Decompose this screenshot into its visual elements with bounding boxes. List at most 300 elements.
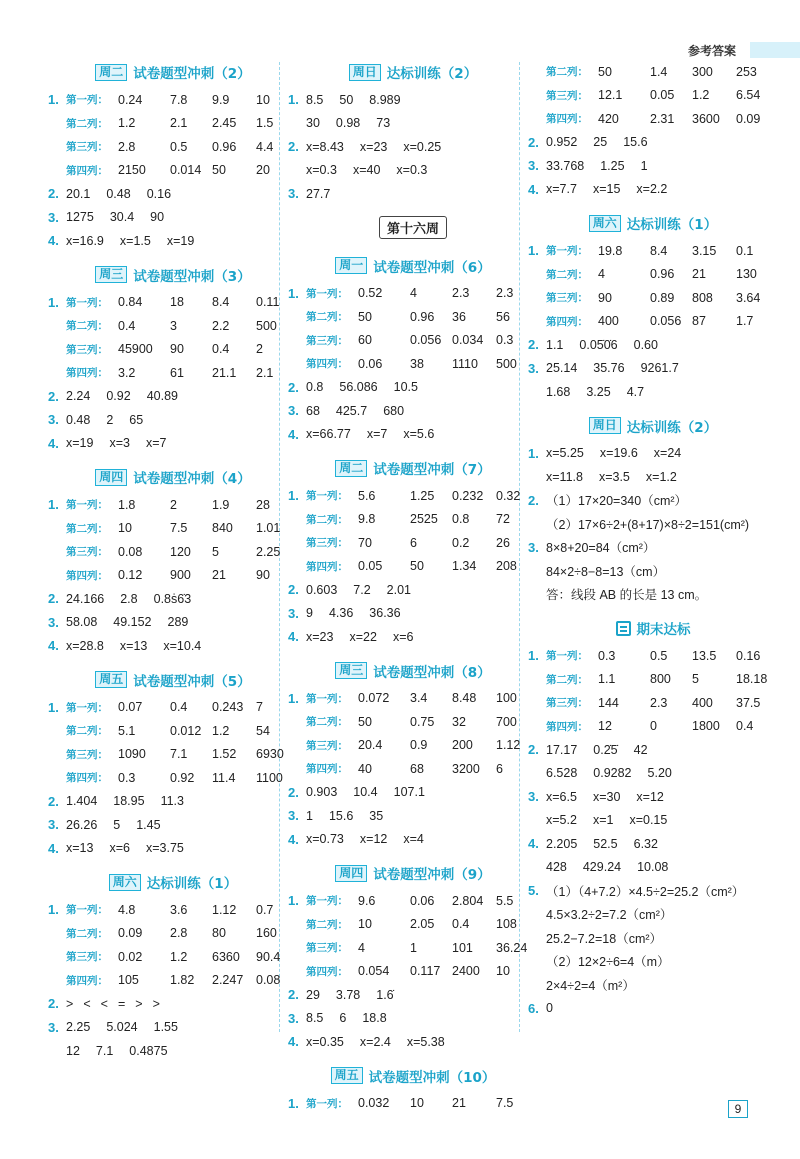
answer-value: 0.92	[170, 770, 195, 785]
answer-value: 420	[598, 111, 619, 126]
answer-row	[288, 687, 538, 711]
section-title: 试卷题型冲刺（2）	[133, 66, 251, 82]
question-number: 2.	[288, 582, 299, 598]
answer-value: 3.2	[118, 365, 136, 380]
answer-value: 45900	[118, 342, 153, 357]
answer-value: 4.5×3.2÷2=7.2（cm²）	[546, 908, 673, 923]
answer-row	[288, 710, 538, 734]
row-label: 第一列：	[546, 650, 588, 663]
answer-value: 2	[106, 412, 114, 427]
answer-row	[528, 442, 778, 466]
answer-value: 36	[452, 309, 466, 324]
answer-cells	[66, 1020, 194, 1034]
answer-cells	[118, 568, 270, 582]
answer-value: x=30	[592, 789, 621, 804]
answer-value: x=16.9	[66, 233, 104, 248]
answer-row	[528, 856, 778, 880]
answer-row	[528, 668, 778, 692]
answer-value: 50	[598, 64, 612, 79]
question-number: 5.	[528, 883, 539, 899]
row-label: 第一列：	[66, 904, 108, 917]
answer-cells	[546, 470, 693, 484]
answer-value: 20	[256, 163, 270, 178]
answer-row	[528, 333, 778, 357]
answer-cells	[306, 1011, 403, 1025]
answer-value: 25.2−7.2=18（cm²）	[546, 931, 663, 946]
answer-cells	[546, 743, 664, 757]
answer-value: 0.16	[736, 648, 761, 663]
answer-value: 1	[306, 808, 313, 823]
answer-value: 1.52	[212, 747, 237, 762]
answer-value: 35	[369, 808, 384, 823]
row-label: 第一列：	[306, 287, 348, 300]
answer-value: 0.84	[118, 295, 143, 310]
answer-row	[288, 508, 538, 532]
answer-value: 40.89	[146, 389, 178, 404]
answer-row	[528, 583, 778, 607]
week-heading	[288, 216, 538, 240]
day-tag: 周五	[95, 671, 127, 688]
answer-cells	[118, 498, 270, 512]
answer-cells	[118, 545, 280, 559]
question-number: 4.	[528, 181, 539, 197]
section-gap	[288, 649, 538, 659]
answer-value: 5.20	[647, 766, 672, 781]
answer-value: 289	[167, 615, 189, 630]
answer-value: x=7.7	[546, 182, 577, 197]
answer-value: 50	[358, 309, 372, 324]
answer-row	[48, 587, 298, 611]
answer-value: 2.8	[120, 591, 138, 606]
answer-value: 5	[212, 544, 219, 559]
answer-row	[528, 879, 778, 903]
answer-cells	[546, 446, 697, 460]
answer-value: 105	[118, 973, 139, 988]
answer-value: 10	[496, 964, 510, 979]
answer-value: 500	[496, 356, 517, 371]
answer-value: 0.3	[496, 333, 514, 348]
answer-value: 28	[256, 497, 270, 512]
answer-value: 15.6	[623, 135, 648, 150]
answer-value: 8.48	[452, 691, 477, 706]
answer-value: 11.3	[160, 794, 184, 809]
answer-value: 4.7	[626, 384, 645, 399]
answer-row	[288, 555, 538, 579]
answer-row	[528, 644, 778, 668]
section-title: 试卷题型冲刺（9）	[373, 867, 491, 883]
answer-value: 120	[170, 544, 191, 559]
answer-cells	[358, 536, 510, 550]
answer-value: 17.17	[546, 742, 578, 757]
answer-row	[288, 1030, 538, 1054]
answer-value: >	[135, 996, 143, 1011]
answer-value: 25	[593, 135, 608, 150]
section-heading	[48, 263, 298, 287]
answer-row	[48, 385, 298, 409]
answer-value: 0.5	[170, 139, 188, 154]
answer-cells	[66, 592, 207, 606]
answer-value: 0	[650, 719, 657, 734]
answer-value: 60	[358, 333, 372, 348]
answer-cells	[358, 691, 517, 705]
answer-value: 2.31	[650, 111, 675, 126]
answer-cells	[306, 93, 417, 107]
answer-cells	[306, 809, 399, 823]
answer-value: x=19.6	[599, 446, 638, 461]
answer-value: 10	[410, 1096, 424, 1111]
section-heading	[528, 211, 778, 235]
answer-value: 4	[598, 267, 605, 282]
answer-row	[288, 734, 538, 758]
answer-cells	[546, 860, 684, 874]
answer-value: 800	[650, 672, 671, 687]
question-number: 1.	[288, 488, 299, 504]
answer-value: 1.25	[410, 488, 435, 503]
question-number: 3.	[528, 360, 539, 376]
answer-row	[48, 719, 298, 743]
row-label: 第四列：	[546, 113, 588, 126]
day-tag: 周六	[589, 215, 621, 232]
answer-cells	[546, 585, 723, 603]
section-title: 达标训练（1）	[626, 217, 718, 233]
row-label: 第四列：	[306, 763, 348, 776]
answer-cells	[358, 357, 517, 371]
answer-column-2	[288, 60, 538, 1115]
answer-row	[48, 790, 298, 814]
answer-value: x=23	[306, 629, 334, 644]
answer-value: 0.08	[256, 973, 281, 988]
section-gap	[288, 244, 538, 254]
answer-value: 8.4	[212, 295, 230, 310]
answer-value: 21.1	[212, 365, 237, 380]
row-label: 第三列：	[546, 292, 588, 305]
answer-row	[288, 484, 538, 508]
answer-row	[528, 715, 778, 739]
answer-row	[528, 559, 778, 583]
answer-value: 0.24	[118, 92, 143, 107]
day-tag: 周五	[331, 1067, 363, 1084]
book-icon	[616, 621, 631, 636]
answer-value: 428	[546, 860, 567, 875]
answer-cells	[546, 182, 683, 196]
section-heading	[48, 465, 298, 489]
answer-cells	[118, 950, 280, 964]
answer-value: 11.4	[212, 770, 236, 785]
row-label: 第二列：	[306, 311, 348, 324]
answer-value: 30	[306, 116, 320, 131]
day-tag: 周二	[335, 460, 367, 477]
answer-cells	[66, 841, 200, 855]
answer-cells	[306, 140, 457, 154]
question-number: 1.	[528, 445, 539, 461]
answer-value: 1	[640, 158, 648, 173]
answer-value: 3.64	[736, 290, 761, 305]
answer-row	[48, 1039, 298, 1063]
answer-cells	[546, 338, 674, 352]
answer-value: 0.09	[736, 111, 761, 126]
answer-value: 0.8ṡ6̇3	[153, 591, 192, 606]
answer-value: x=13	[66, 841, 94, 856]
row-label: 第一列：	[306, 1097, 348, 1110]
answer-value: 808	[692, 290, 713, 305]
answer-row	[48, 112, 298, 136]
answer-cells	[306, 404, 420, 418]
answer-value: 0.07	[118, 700, 143, 715]
answer-cells	[546, 976, 651, 994]
answer-cells	[546, 790, 680, 804]
answer-value: x=4	[403, 832, 424, 847]
answer-value: 20.4	[358, 738, 383, 753]
answer-value: 1.12	[212, 902, 237, 917]
question-number: 4.	[288, 1034, 299, 1050]
answer-value: 253	[736, 64, 757, 79]
answer-value: 101	[452, 940, 473, 955]
answer-value: x=19	[166, 233, 195, 248]
answer-value: 0.4	[212, 342, 230, 357]
answer-value: 0.05	[650, 88, 675, 103]
answer-value: 36.24	[496, 940, 528, 955]
answer-cells	[66, 187, 187, 201]
question-number: 3.	[288, 605, 299, 621]
answer-cells	[66, 436, 183, 450]
answer-value: x=0.3	[306, 163, 337, 178]
answer-cells	[306, 1035, 461, 1049]
answer-row	[48, 969, 298, 993]
answer-row	[528, 489, 778, 513]
answer-value: 2.804	[452, 893, 484, 908]
answer-value: 2.247	[212, 973, 244, 988]
answer-value: 1.82	[170, 973, 195, 988]
answer-value: 26	[496, 535, 510, 550]
answer-value: 10	[358, 917, 372, 932]
row-label: 第二列：	[546, 673, 588, 686]
answer-cells	[598, 112, 760, 126]
answer-value: 900	[170, 568, 191, 583]
answer-row	[528, 357, 778, 381]
answer-value: 0.96	[212, 139, 237, 154]
answer-value: x=11.8	[546, 469, 583, 484]
answer-row	[528, 380, 778, 404]
answer-value: 840	[212, 521, 233, 536]
question-number: 1.	[48, 699, 59, 715]
answer-value: 1110	[452, 356, 478, 371]
answer-value: 56	[496, 309, 510, 324]
section-title: 达标训练（1）	[146, 876, 238, 892]
answer-row	[288, 936, 538, 960]
answer-value: <	[83, 996, 91, 1011]
answer-value: 61	[170, 365, 184, 380]
answer-value: 400	[598, 314, 619, 329]
answer-row	[528, 738, 778, 762]
answer-value: x=22	[349, 629, 377, 644]
section-gap	[48, 455, 298, 465]
answer-value: 1.8	[118, 497, 136, 512]
answer-value: x=1	[592, 813, 614, 828]
row-label: 第二列：	[66, 725, 108, 738]
answer-cells	[546, 952, 686, 970]
answer-value: 0	[546, 1001, 553, 1016]
answer-value: 12.1	[598, 88, 623, 103]
row-label: 第一列：	[66, 94, 108, 107]
answer-value: 35.76	[593, 361, 625, 376]
question-number: 2.	[288, 784, 299, 800]
question-number: 1.	[48, 497, 59, 513]
answer-value: 3.4	[410, 691, 428, 706]
answer-row	[48, 634, 298, 658]
answer-value: 90	[256, 568, 270, 583]
answer-value: 87	[692, 314, 706, 329]
answer-row	[48, 743, 298, 767]
answer-value: 25.14	[546, 361, 578, 376]
answer-value: 0.02	[118, 949, 143, 964]
answer-value: 2	[170, 497, 177, 512]
answer-value: 0.48	[106, 186, 131, 201]
answer-value: 3.6	[170, 902, 188, 917]
answer-value: 0.232	[452, 488, 484, 503]
answer-value: 130	[736, 267, 757, 282]
question-number: 1.	[48, 294, 59, 310]
answer-cells	[306, 606, 417, 620]
answer-value: 2.8	[118, 139, 136, 154]
answer-value: 1275	[66, 210, 94, 225]
header-label: 参考答案	[688, 44, 737, 58]
row-label: 第三列：	[546, 89, 588, 102]
answer-value: 50	[212, 163, 226, 178]
answer-row	[528, 512, 778, 536]
answer-value: 36.36	[369, 606, 401, 621]
question-number: 4.	[48, 840, 59, 856]
answer-value: 0.117	[410, 964, 441, 979]
section-gap	[48, 860, 298, 870]
answer-row	[528, 286, 778, 310]
answer-value: x=24	[653, 446, 682, 461]
answer-value: x=10.4	[163, 638, 202, 653]
question-number: 2.	[528, 742, 539, 758]
answer-value: 1.4	[650, 64, 668, 79]
day-tag: 周四	[335, 865, 367, 882]
answer-value: 0.4	[118, 318, 136, 333]
question-number: 3.	[48, 614, 59, 630]
answer-value: 7.5	[496, 1096, 514, 1111]
section-heading	[288, 1064, 538, 1088]
section-heading	[48, 668, 298, 692]
answer-column-3	[528, 60, 778, 1020]
answer-value: 5.1	[118, 723, 136, 738]
answer-value: 144	[598, 695, 619, 710]
answer-row	[288, 889, 538, 913]
answer-cells	[358, 762, 503, 776]
answer-row	[48, 314, 298, 338]
row-label: 第一列：	[306, 895, 348, 908]
page-number: 9	[728, 1100, 748, 1118]
answer-value: 1.2	[118, 116, 136, 131]
answer-value: 0.52	[358, 286, 383, 301]
answer-value: 7	[256, 700, 263, 715]
answer-cells	[598, 88, 760, 102]
answer-row	[48, 837, 298, 861]
answer-row	[48, 88, 298, 112]
answer-value: 0.96	[410, 309, 435, 324]
answer-cells	[358, 894, 513, 908]
day-tag: 周日	[349, 64, 381, 81]
answer-value: 3600	[692, 111, 720, 126]
answer-value: 0.054	[358, 964, 390, 979]
row-label: 第四列：	[546, 315, 588, 328]
section-gap	[288, 851, 538, 861]
answer-value: 6360	[212, 949, 240, 964]
answer-value: 0.4	[452, 917, 470, 932]
answer-value: x=8.43	[306, 139, 344, 154]
answer-row	[528, 154, 778, 178]
answer-cells	[118, 163, 270, 177]
header-accent-bar	[750, 42, 800, 58]
row-label: 第三列：	[66, 141, 108, 154]
answer-row	[288, 757, 538, 781]
answer-value: 1	[410, 940, 417, 955]
row-label: 第二列：	[66, 320, 108, 333]
answer-row	[288, 423, 538, 447]
answer-value: 160	[256, 926, 277, 941]
answer-value: 429.24	[582, 860, 622, 875]
answer-value: 0.11	[256, 295, 280, 310]
answer-row	[48, 564, 298, 588]
question-number: 3.	[528, 158, 539, 174]
answer-value: 107.1	[393, 785, 425, 800]
answer-row	[48, 229, 298, 253]
answer-value: 2525	[410, 512, 438, 527]
row-label: 第三列：	[306, 739, 348, 752]
question-number: 4.	[288, 629, 299, 645]
answer-row	[528, 691, 778, 715]
answer-value: 0.96	[650, 267, 675, 282]
question-number: 4.	[288, 831, 299, 847]
section-title: 达标训练（2）	[626, 419, 718, 436]
answer-value: 0.056	[650, 314, 682, 329]
answer-cells	[358, 489, 520, 503]
answer-value: x=40	[352, 163, 381, 178]
answer-value: 300	[692, 64, 713, 79]
answer-cells	[358, 559, 517, 573]
answer-value: 40	[358, 761, 372, 776]
section-gap	[48, 658, 298, 668]
answer-value: 0.3	[118, 770, 136, 785]
answer-value: x=5.25	[546, 446, 584, 461]
answer-row	[288, 352, 538, 376]
question-number: 2.	[48, 388, 59, 404]
answer-cells	[66, 639, 217, 653]
answer-value: 10.08	[637, 860, 669, 875]
answer-value: 0.603	[306, 582, 338, 597]
answer-cells	[598, 696, 760, 710]
answer-value: 0.952	[546, 135, 578, 150]
answer-row	[528, 310, 778, 334]
answer-value: 0.4	[170, 700, 188, 715]
answer-value: x=1.2	[645, 469, 677, 484]
question-number: 3.	[48, 412, 59, 428]
answer-value: 500	[256, 318, 277, 333]
answer-value: 21	[212, 568, 226, 583]
question-number: 1.	[288, 690, 299, 706]
answer-row	[288, 1092, 538, 1116]
answer-value: 0.1	[736, 243, 754, 258]
answer-value: 1.7	[736, 314, 754, 329]
answer-value: 2.1	[256, 365, 274, 380]
answer-value: 2.24	[66, 389, 91, 404]
answer-cells	[118, 319, 277, 333]
answer-value: 0.05	[358, 559, 383, 574]
question-number: 1.	[48, 902, 59, 918]
row-label: 第二列：	[66, 522, 108, 535]
